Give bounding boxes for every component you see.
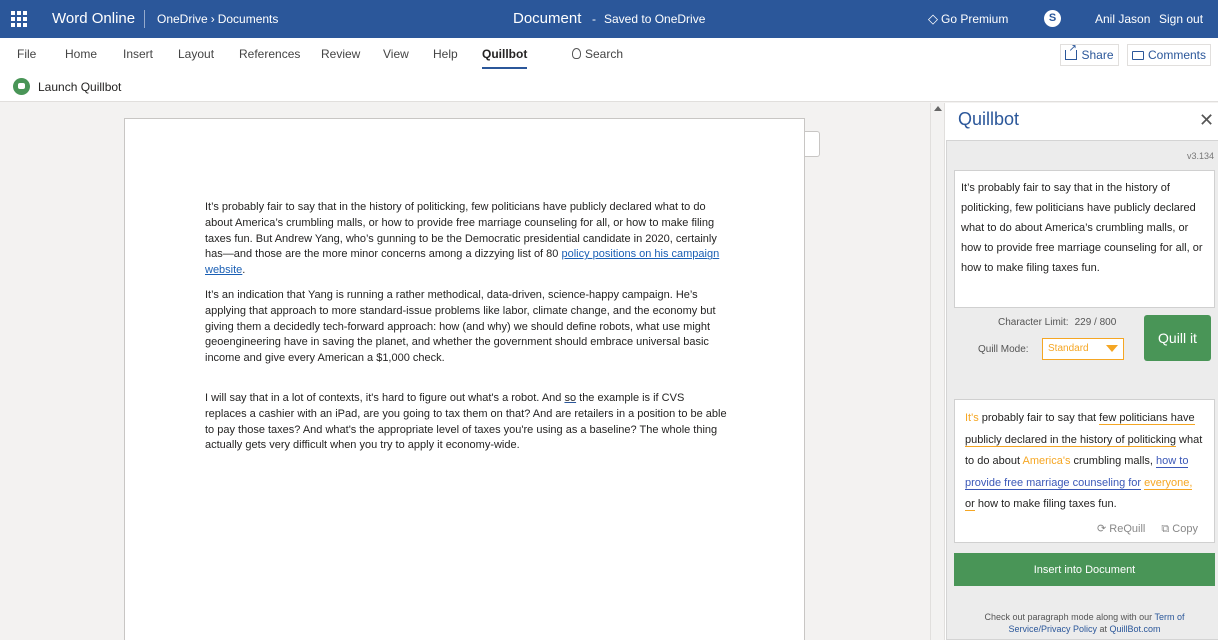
tab-view[interactable]: View (383, 47, 409, 61)
tab-help[interactable]: Help (433, 47, 458, 61)
copy-icon: ⧉ (1161, 523, 1170, 535)
character-limit-label: Character Limit: (998, 317, 1069, 328)
paragraph-1-end: . (242, 264, 246, 277)
comments-button[interactable] (1127, 44, 1211, 66)
tab-insert[interactable]: Insert (123, 47, 154, 61)
footer-at: at (1099, 624, 1107, 634)
tell-me-search[interactable] (572, 47, 623, 61)
breadcrumb-onedrive[interactable]: OneDrive (157, 12, 208, 26)
output-text: crumbling malls, (1070, 455, 1157, 467)
insert-into-document-button[interactable]: Insert into Document (954, 553, 1215, 586)
tab-references[interactable]: References (239, 47, 301, 61)
changed-phrase[interactable]: how to provide free marriage counseling for (965, 455, 1189, 489)
document-page[interactable] (124, 118, 805, 640)
character-limit-value: 229 / 800 (1074, 317, 1117, 328)
changed-word[interactable]: everyone, (1144, 476, 1193, 489)
terms-link[interactable]: Term of Service/Privacy Policy (1008, 612, 1185, 634)
document-canvas (0, 103, 930, 640)
tab-file[interactable]: File (17, 47, 37, 61)
paragraph-2[interactable]: It’s an indication that Yang is running a rather methodical, data-driven, science-happy campaign. He’s applying that approach to more standard-issue problems like labor, climate change, and the economy but giving them a decidedly tech-forward approach: how (and why) we should define robots, what use might geoengineering have in saving the planet, and whether the government should embrace universal basic income and give every American a $1,000 check. (205, 288, 716, 365)
paragraph-3[interactable] (205, 391, 727, 454)
quillbot-pane-title: Quillbot (958, 109, 1020, 129)
user-name[interactable]: Anil Jason (1095, 12, 1151, 26)
quill-mode-select[interactable] (1042, 338, 1124, 360)
changed-word[interactable]: It's (965, 412, 979, 424)
requill-label: ReQuill (1109, 523, 1146, 535)
close-icon[interactable]: ✕ (1199, 110, 1215, 130)
page-side-handle (805, 131, 820, 157)
lightbulb-icon (572, 48, 581, 59)
launch-quillbot-button[interactable] (13, 78, 121, 95)
ribbon (0, 38, 1218, 102)
comments-label: Comments (1147, 48, 1206, 62)
save-status-dash: - (592, 12, 596, 26)
quill-mode-label: Quill Mode: (978, 344, 1029, 355)
copy-label: Copy (1172, 523, 1198, 535)
app-name[interactable]: Word Online (52, 10, 136, 27)
paragraph-1[interactable] (205, 200, 727, 279)
chevron-down-icon (1106, 345, 1118, 352)
breadcrumb-separator: › (210, 12, 215, 26)
output-text: probably fair to say that (978, 412, 1100, 424)
breadcrumb-documents[interactable]: Documents (217, 12, 279, 26)
tab-review[interactable]: Review (321, 47, 361, 61)
tab-layout[interactable]: Layout (178, 47, 215, 61)
tab-quillbot[interactable]: Quillbot (482, 47, 528, 61)
skype-icon[interactable]: S (1044, 10, 1061, 27)
changed-word[interactable]: America's (1022, 455, 1071, 467)
policy-positions-link[interactable]: policy positions on his campaign website (205, 248, 720, 277)
document-body[interactable] (205, 200, 727, 463)
quill-mode-value: Standard (1048, 343, 1089, 354)
quillbot-site-link[interactable]: QuillBot.com (1109, 624, 1161, 634)
requill-button[interactable] (1097, 523, 1145, 535)
changed-phrase[interactable]: few politicians have publicly declared in the history of politicking (965, 412, 1195, 446)
diamond-icon: ◇ (928, 11, 938, 26)
title-divider (144, 10, 145, 28)
save-status-text: Saved to OneDrive (604, 12, 706, 26)
quillbot-pane (944, 103, 1218, 640)
quill-it-button[interactable]: Quill it (1144, 315, 1211, 361)
app-launcher-icon[interactable] (11, 11, 27, 27)
scroll-up-icon[interactable] (934, 106, 942, 111)
share-icon (1065, 50, 1077, 60)
copy-button[interactable] (1161, 523, 1198, 535)
refresh-icon: ⟳ (1097, 523, 1107, 535)
output-actions (1097, 522, 1198, 536)
tab-home[interactable]: Home (65, 47, 98, 61)
share-label: Share (1081, 48, 1114, 62)
quillbot-input-text[interactable]: It’s probably fair to say that in the history of politicking, few politicians have publicly declared what to do about America’s crumbling malls, or how to provide free marriage counseling for all, or how to make filing taxes fun. (954, 170, 1215, 308)
paragraph-3-text-a: I will say that in a lot of contexts, it's hard to figure out what's a robot. And (205, 391, 565, 404)
output-text: or (965, 498, 975, 510)
footer-text: Check out paragraph mode along with our (984, 612, 1153, 622)
quillbot-content (946, 140, 1218, 640)
paragraph-1-text: It’s probably fair to say that in the history of politicking, few politicians have publicly declared what to do about America’s crumbling malls, or how to provide free marriage counseling for all, or how to make filing taxes fun. But Andrew Yang, who’s gunning to be the Democratic presidential candidate in 2020, certainly has—and those are the more minor concerns among a dizzying list of 80 (205, 201, 717, 261)
quillbot-footer (954, 611, 1215, 635)
spelling-flag[interactable]: so (564, 391, 577, 404)
launch-quillbot-label: Launch Quillbot (38, 79, 122, 94)
document-scrollbar[interactable] (930, 103, 944, 640)
save-status (592, 12, 705, 26)
go-premium-label: Go Premium (941, 12, 1009, 26)
quillbot-logo-icon (13, 78, 30, 95)
title-bar (0, 0, 1218, 38)
comment-icon (1132, 51, 1144, 60)
sign-out-link[interactable]: Sign out (1159, 12, 1204, 26)
quillbot-version: v3.134 (1186, 151, 1214, 161)
document-title[interactable]: Document (513, 10, 582, 27)
paragraph-3-text-b: the example is if CVS replaces a cashier with an iPad, are you going to tax them on that? And are retailers in a position to be able to pay those taxes? And what's the appropriate level of taxes you're using as a baseline? The whole thing actually gets very difficult when you try to apply it economy-wide. (205, 391, 727, 452)
character-limit (998, 317, 1116, 328)
output-text: how to make filing taxes fun. (974, 498, 1117, 510)
output-text: what to do about (965, 433, 1203, 467)
share-button[interactable] (1060, 44, 1119, 66)
breadcrumb (157, 12, 278, 26)
search-label: Search (585, 47, 624, 61)
go-premium-link[interactable] (928, 11, 1008, 27)
